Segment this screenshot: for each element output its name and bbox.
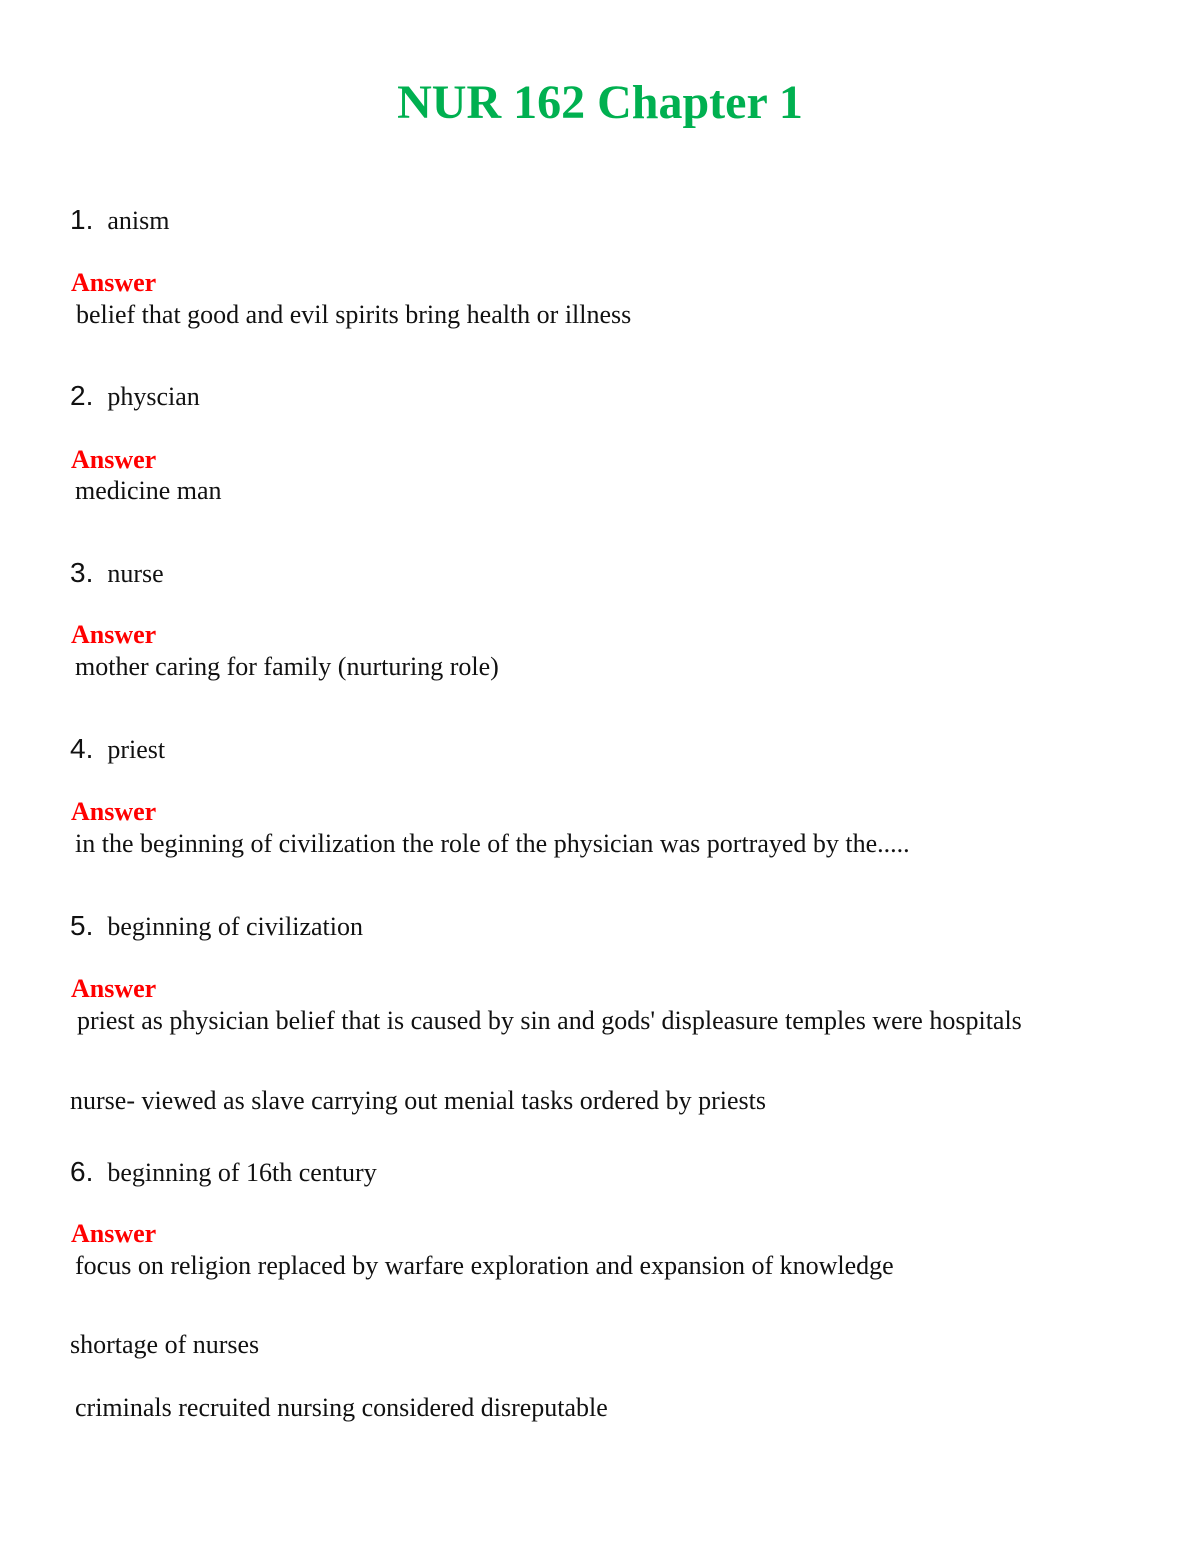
question-number: 2 xyxy=(70,380,86,411)
answer-label: Answer xyxy=(71,797,157,826)
answer-text: mother caring for family (nurturing role) xyxy=(75,652,499,681)
question-6 xyxy=(70,1156,377,1193)
question-number-dot: . xyxy=(85,733,94,764)
question-term: physcian xyxy=(107,382,200,411)
answer-text: belief that good and evil spirits bring health or illness xyxy=(76,300,632,329)
question-term: priest xyxy=(107,735,166,764)
question-3 xyxy=(70,557,164,594)
answer-label: Answer xyxy=(71,268,157,297)
question-2 xyxy=(70,380,200,417)
question-term: anism xyxy=(107,206,170,235)
answer-extra-line: shortage of nurses xyxy=(70,1330,260,1359)
answer-text: in the beginning of civilization the role of the physician was portrayed by the..... xyxy=(75,829,910,858)
question-number: 1 xyxy=(70,204,86,235)
question-number: 5 xyxy=(70,910,86,941)
question-number: 4 xyxy=(70,733,86,764)
question-4 xyxy=(70,733,165,770)
answer-label: Answer xyxy=(71,445,157,474)
question-term: nurse xyxy=(107,559,164,588)
question-number-dot: . xyxy=(85,557,94,588)
question-number-dot: . xyxy=(85,1156,94,1187)
answer-text: focus on religion replaced by warfare exploration and expansion of knowledge xyxy=(75,1251,894,1280)
question-1 xyxy=(70,204,169,241)
question-term: beginning of civilization xyxy=(107,912,363,941)
question-number-dot: . xyxy=(85,910,94,941)
answer-text: medicine man xyxy=(75,476,222,505)
question-number-dot: . xyxy=(85,380,94,411)
answer-extra-line: nurse- viewed as slave carrying out menial tasks ordered by priests xyxy=(70,1086,767,1115)
answer-label: Answer xyxy=(71,974,157,1003)
question-number: 3 xyxy=(70,557,86,588)
answer-label: Answer xyxy=(71,1219,157,1248)
answer-text: priest as physician belief that is caused by sin and gods' displeasure temples were hospitals xyxy=(77,1006,1022,1035)
answer-label: Answer xyxy=(71,620,157,649)
question-number-dot: . xyxy=(85,204,94,235)
question-term: beginning of 16th century xyxy=(107,1158,377,1187)
question-number: 6 xyxy=(70,1156,86,1187)
page-title: NUR 162 Chapter 1 xyxy=(397,76,803,129)
answer-extra-line: criminals recruited nursing considered disreputable xyxy=(75,1393,608,1422)
question-5 xyxy=(70,910,363,947)
